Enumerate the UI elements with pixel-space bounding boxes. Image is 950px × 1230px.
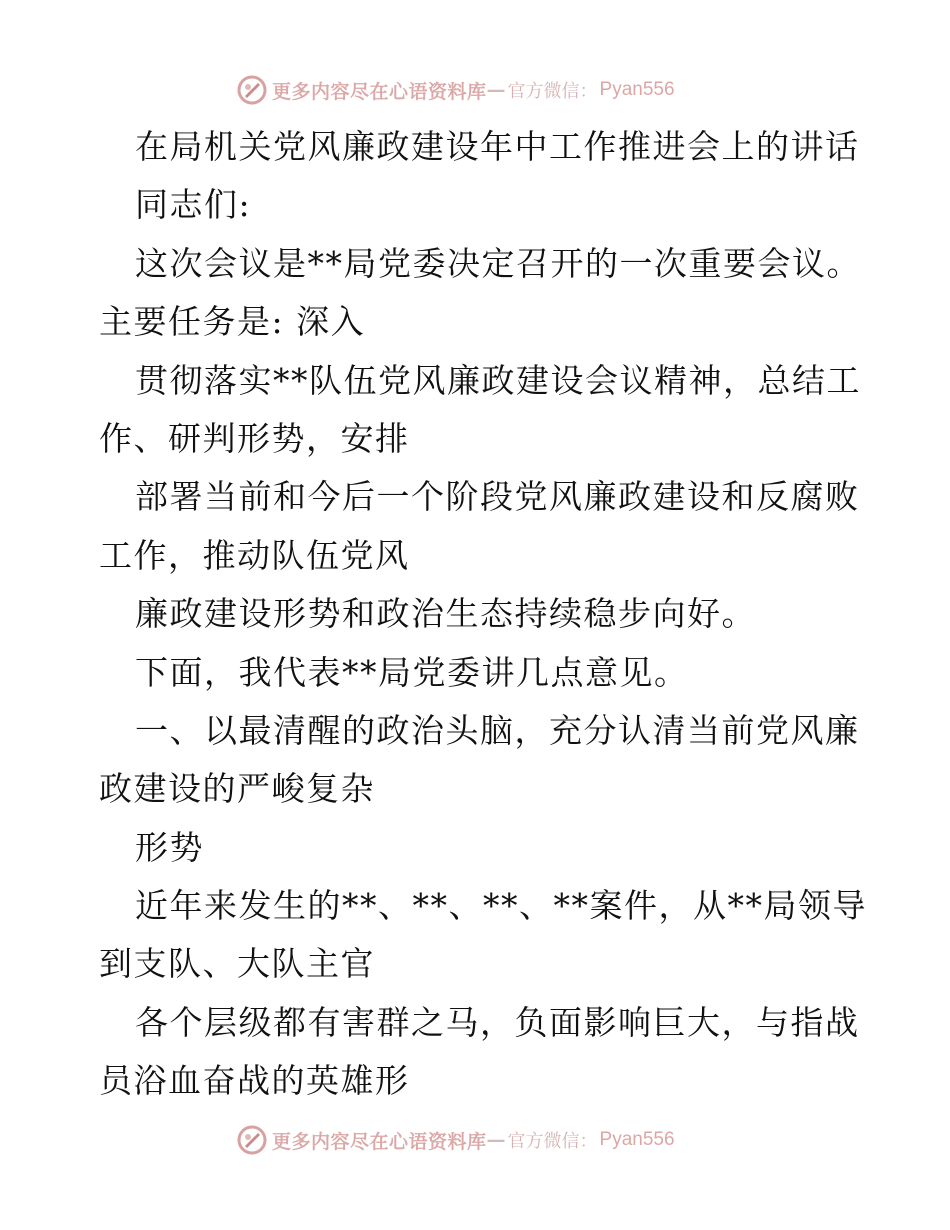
paragraph-line: 部署当前和今后一个阶段党风廉政建设和反腐败	[135, 477, 860, 517]
watermark-header	[236, 74, 675, 106]
paragraph-line: 贯彻落实**队伍党风廉政建设会议精神，总结工	[135, 360, 861, 400]
watermark-separator: —	[486, 79, 506, 101]
paragraph-line: 各个层级都有害群之马，负面影响巨大，与指战	[135, 1002, 860, 1042]
paragraph-line: 员浴血奋战的英雄形	[99, 1061, 410, 1101]
paragraph-line: 工作，推动队伍党风	[99, 535, 410, 575]
paragraph-line: 廉政建设形势和政治生态持续稳步向好。	[135, 594, 756, 634]
watermark-site-text: 更多内容尽在心语资料库	[272, 80, 487, 103]
section-heading: 一、以最清醒的政治头脑，充分认清当前党风廉	[135, 710, 860, 750]
section-heading: 形势	[135, 827, 204, 867]
section-heading: 政建设的严峻复杂	[99, 769, 375, 809]
paragraph-line: 这次会议是**局党委决定召开的一次重要会议。	[135, 243, 861, 283]
logo-icon	[236, 1124, 268, 1156]
logo-icon	[236, 74, 268, 106]
salutation: 同志们:	[135, 185, 252, 225]
watermark-footer	[236, 1124, 675, 1156]
watermark-site-text: 更多内容尽在心语资料库	[272, 1130, 487, 1153]
paragraph-line: 主要任务是: 深入	[99, 302, 366, 342]
paragraph-line: 到支队、大队主官	[99, 944, 375, 984]
watermark-wechat-id: Pyan556	[599, 79, 675, 100]
paragraph-line: 作、研判形势，安排	[99, 418, 410, 458]
document-body	[99, 118, 867, 1111]
watermark-wechat-label: 官方微信：	[507, 81, 598, 102]
watermark-wechat-id: Pyan556	[599, 1129, 675, 1150]
paragraph-line: 近年来发生的**、**、**、**案件，从**局领导	[135, 886, 867, 926]
paragraph-line: 下面，我代表**局党委讲几点意见。	[135, 652, 689, 692]
document-title: 在局机关党风廉政建设年中工作推进会上的讲话	[135, 127, 860, 166]
watermark-separator: —	[486, 1129, 506, 1151]
watermark-wechat-label: 官方微信：	[507, 1131, 598, 1152]
